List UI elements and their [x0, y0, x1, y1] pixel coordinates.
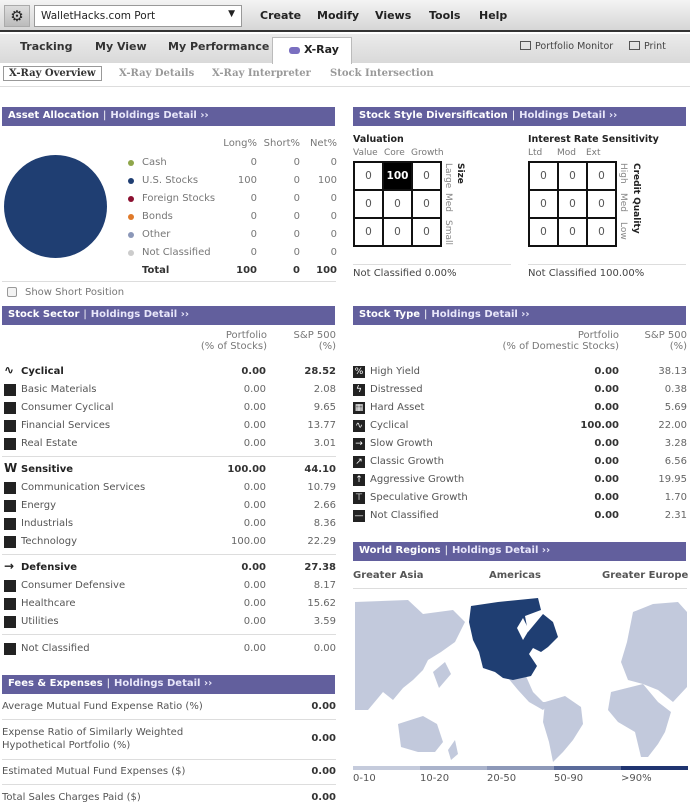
communication-services-icon	[4, 482, 16, 494]
allocation-net: 0	[330, 247, 337, 258]
industrials-icon	[4, 518, 16, 530]
sector-sp500-value: 0.00	[313, 643, 336, 654]
style-box-cell: 0	[587, 218, 616, 246]
africa-region	[608, 684, 671, 757]
sector-portfolio-value: 0.00	[243, 420, 266, 431]
monitor-icon	[520, 41, 531, 50]
sector-sp500-header: S&P 500	[293, 330, 336, 341]
type-sp500-header: S&P 500	[644, 330, 687, 341]
sector-row	[4, 560, 336, 578]
sector-label: Defensive	[21, 562, 78, 573]
type-sp500-subheader: (%)	[669, 341, 687, 352]
fees-title: Fees & Expenses	[8, 678, 103, 689]
portfolio-monitor-button[interactable]	[520, 41, 613, 52]
sector-portfolio-header: Portfolio	[225, 330, 267, 341]
asset-allocation-holdings-link[interactable]: Holdings Detail ››	[110, 110, 209, 121]
allocation-label: U.S. Stocks	[142, 175, 199, 186]
divider	[2, 456, 336, 457]
region-greater-europe[interactable]: Greater Europe	[602, 570, 689, 581]
credit-high-label: High	[618, 163, 628, 184]
speculative-growth-icon: ⊤	[353, 492, 365, 504]
stock-type-row	[353, 418, 687, 436]
sector-portfolio-subheader: (% of Stocks)	[200, 341, 267, 352]
stock-type-portfolio-value: 0.00	[594, 384, 619, 395]
not-classified-icon	[4, 643, 16, 655]
healthcare-icon	[4, 598, 16, 610]
sector-label: Financial Services	[21, 420, 111, 431]
style-box-cell: 0	[529, 218, 558, 246]
fee-label: Average Mutual Fund Expense Ratio (%)	[2, 701, 203, 712]
menu-create[interactable]: Create	[260, 9, 302, 22]
sector-sp500-value: 10.79	[307, 482, 336, 493]
sector-row	[4, 418, 336, 436]
sector-portfolio-value: 0.00	[243, 518, 266, 529]
style-box-cell: 0	[587, 162, 616, 190]
type-portfolio-subheader: (% of Domestic Stocks)	[502, 341, 619, 352]
allocation-net: 0	[330, 229, 337, 240]
sector-portfolio-value: 0.00	[243, 616, 266, 627]
print-button[interactable]	[629, 41, 666, 52]
sector-portfolio-value: 0.00	[243, 384, 266, 395]
sector-label: Real Estate	[21, 438, 78, 449]
sector-row	[4, 498, 336, 516]
allocation-label: Foreign Stocks	[142, 193, 216, 204]
legend-swatch	[554, 766, 621, 770]
stock-type-portfolio-value: 0.00	[594, 366, 619, 377]
sector-row	[4, 480, 336, 498]
allocation-long: 100	[237, 175, 257, 186]
stock-type-row	[353, 400, 687, 418]
interest-col-ltd: Ltd	[528, 148, 543, 158]
tab-my-view[interactable]: My View	[95, 40, 147, 53]
allocation-net: 0	[330, 157, 337, 168]
allocation-long: 0	[250, 211, 257, 222]
stock-type-sp500-value: 38.13	[658, 366, 687, 377]
fees-header: Fees & Expenses | Holdings Detail ››	[2, 675, 335, 694]
fee-value: 0.00	[311, 733, 336, 744]
divider	[2, 554, 336, 555]
sector-row	[4, 382, 336, 400]
stock-type-label: Distressed	[370, 384, 423, 395]
world-regions-holdings-link[interactable]: Holdings Detail ››	[451, 545, 551, 556]
show-short-position-checkbox[interactable]	[7, 287, 17, 297]
size-med-label: Med	[443, 193, 453, 213]
fee-value: 0.00	[311, 792, 336, 803]
sector-label: Industrials	[21, 518, 74, 529]
sector-portfolio-value: 0.00	[241, 562, 266, 573]
sector-row	[4, 436, 336, 454]
style-box-cell: 0	[412, 162, 441, 190]
style-diversification-holdings-link[interactable]: Holdings Detail ››	[519, 110, 618, 121]
sector-sp500-value: 3.59	[313, 616, 336, 627]
allocation-long: 0	[250, 157, 257, 168]
allocation-legend-dot-icon	[128, 232, 134, 238]
defensive-icon: →	[4, 559, 15, 573]
consumer-cyclical-icon	[4, 402, 16, 414]
sector-sp500-subheader: (%)	[318, 341, 336, 352]
region-greater-asia[interactable]: Greater Asia	[353, 570, 424, 581]
allocation-net: 0	[330, 193, 337, 204]
valuation-not-classified: Not Classified 0.00%	[353, 268, 457, 279]
credit-low-label: Low	[618, 222, 628, 240]
allocation-short: 0	[293, 157, 300, 168]
allocation-long: 0	[250, 247, 257, 258]
high-yield-icon: %	[354, 367, 364, 377]
portfolio-select-value: WalletHacks.com Port	[41, 10, 156, 22]
stock-type-row	[353, 508, 687, 526]
top-toolbar	[0, 0, 690, 32]
settings-gear-button[interactable]	[4, 5, 30, 27]
stock-type-sp500-value: 22.00	[658, 420, 687, 431]
sector-label: Energy	[21, 500, 57, 511]
hard-asset-icon: ▦	[354, 403, 364, 413]
consumer-defensive-icon	[4, 580, 16, 592]
allocation-legend-dot-icon	[128, 214, 134, 220]
stock-type-label: Aggressive Growth	[370, 474, 465, 485]
style-box-cell: 0	[354, 162, 383, 190]
sector-row	[4, 400, 336, 418]
stock-type-label: Hard Asset	[370, 402, 425, 413]
asset-allocation-pie-chart	[4, 155, 107, 258]
portfolio-select[interactable]	[34, 5, 242, 27]
stock-sector-title: Stock Sector	[8, 309, 80, 320]
stock-type-sp500-value: 6.56	[664, 456, 687, 467]
sector-row	[4, 462, 336, 480]
australia-region	[398, 716, 443, 752]
world-map	[353, 592, 687, 762]
style-box-cell: 0	[383, 190, 412, 218]
utilities-icon	[4, 616, 16, 628]
stock-type-label: Classic Growth	[370, 456, 444, 467]
stock-type-holdings-link[interactable]: Holdings Detail ››	[431, 309, 530, 320]
slow-growth-icon: →	[353, 438, 365, 450]
style-box-cell: 0	[558, 190, 587, 218]
col-net-header: Net%	[309, 138, 337, 149]
style-box-cell: 0	[587, 190, 616, 218]
aggressive-growth-icon: ↑	[353, 474, 365, 486]
fee-row	[2, 760, 336, 785]
menu-help[interactable]: Help	[479, 9, 508, 22]
fee-label: Total Sales Charges Paid ($)	[2, 792, 141, 803]
style-box-cell: 0	[354, 190, 383, 218]
fees-holdings-link[interactable]: Holdings Detail ››	[114, 678, 213, 689]
portfolio-monitor-label: Portfolio Monitor	[535, 41, 614, 52]
cyclical-icon: ∿	[353, 420, 365, 432]
sector-label: Consumer Defensive	[21, 580, 126, 591]
legend-label: 20-50	[487, 773, 517, 784]
interest-rate-style-box	[528, 161, 617, 247]
print-label: Print	[644, 41, 666, 52]
allocation-short: 0	[293, 247, 300, 258]
sector-label: Sensitive	[21, 464, 73, 475]
allocation-legend-dot-icon	[128, 178, 134, 184]
divider	[2, 281, 336, 282]
dropdown-arrow-icon: ▼	[228, 9, 235, 19]
stock-type-portfolio-value: 0.00	[594, 510, 619, 521]
style-box-cell: 0	[558, 218, 587, 246]
allocation-total-net: 100	[316, 265, 337, 276]
legend-label: >90%	[621, 773, 652, 784]
interest-rate-title: Interest Rate Sensitivity	[528, 134, 659, 145]
divider	[353, 264, 511, 265]
col-long-header: Long%	[223, 138, 257, 149]
fee-row	[2, 785, 336, 807]
sector-sp500-value: 8.36	[313, 518, 336, 529]
subnav-xray-overview[interactable]: X-Ray Overview	[3, 66, 102, 81]
tab-x-ray[interactable]	[272, 37, 352, 64]
sector-row	[4, 364, 336, 382]
allocation-label: Cash	[142, 157, 167, 168]
basic-materials-icon	[4, 384, 16, 396]
stock-sector-header: Stock Sector | Holdings Detail ››	[2, 306, 335, 325]
x-ray-icon	[289, 47, 300, 54]
menu-views[interactable]: Views	[375, 9, 412, 22]
stock-type-row	[353, 454, 687, 472]
sector-portfolio-value: 0.00	[243, 438, 266, 449]
sector-row	[4, 614, 336, 632]
stock-type-sp500-value: 19.95	[658, 474, 687, 485]
style-diversification-title: Stock Style Diversification	[359, 110, 508, 121]
show-short-position-label: Show Short Position	[25, 287, 125, 298]
allocation-net: 100	[317, 175, 337, 186]
stock-type-title: Stock Type	[359, 309, 421, 320]
sector-label: Not Classified	[21, 643, 90, 654]
nz-region	[448, 740, 458, 760]
allocation-total-long: 100	[236, 265, 257, 276]
allocation-short: 0	[293, 175, 300, 186]
sector-sp500-value: 28.52	[304, 366, 336, 377]
stock-type-row	[353, 490, 687, 508]
stock-type-row	[353, 472, 687, 490]
stock-type-label: Not Classified	[370, 510, 439, 521]
valuation-col-value: Value	[353, 148, 378, 158]
legend-swatch	[353, 766, 420, 770]
valuation-style-box	[353, 161, 442, 247]
asia-region	[355, 600, 465, 710]
divider	[2, 634, 336, 635]
sector-sp500-value: 2.08	[313, 384, 336, 395]
menu-modify[interactable]: Modify	[317, 9, 360, 22]
tab-bar	[0, 34, 690, 63]
stock-type-portfolio-value: 0.00	[594, 492, 619, 503]
stock-type-sp500-value: 2.31	[664, 510, 687, 521]
japan-region	[433, 662, 451, 688]
legend-swatch	[487, 766, 554, 770]
asset-allocation-title: Asset Allocation	[8, 110, 100, 121]
not-classified-icon: —	[354, 511, 364, 521]
stock-type-sp500-value: 1.70	[664, 492, 687, 503]
gear-icon: ⚙	[10, 7, 24, 25]
sector-sp500-value: 9.65	[313, 402, 336, 413]
world-regions-header: World Regions | Holdings Detail ››	[353, 542, 686, 561]
sector-portfolio-value: 0.00	[243, 580, 266, 591]
allocation-short: 0	[293, 211, 300, 222]
sector-portfolio-value: 0.00	[243, 402, 266, 413]
divider	[528, 264, 686, 265]
sector-portfolio-value: 0.00	[241, 366, 266, 377]
fee-row	[2, 698, 336, 720]
fee-value: 0.00	[311, 766, 336, 777]
technology-icon	[4, 536, 16, 548]
stock-sector-holdings-link[interactable]: Holdings Detail ››	[90, 309, 189, 320]
tab-my-performance[interactable]: My Performance	[168, 40, 270, 53]
sector-row	[4, 578, 336, 596]
valuation-col-core: Core	[384, 148, 405, 158]
size-small-label: Small	[443, 220, 453, 245]
sector-label: Basic Materials	[21, 384, 97, 395]
sector-row	[4, 516, 336, 534]
stock-type-row	[353, 382, 687, 400]
sector-sp500-value: 3.01	[313, 438, 336, 449]
stock-type-row	[353, 436, 687, 454]
classic-growth-icon: ↗	[353, 456, 365, 468]
sector-label: Communication Services	[21, 482, 146, 493]
style-box-cell: 0	[412, 218, 441, 246]
stock-type-label: Speculative Growth	[370, 492, 468, 503]
style-box-cell: 0	[558, 162, 587, 190]
stock-type-portfolio-value: 0.00	[594, 456, 619, 467]
sector-sp500-value: 8.17	[313, 580, 336, 591]
stock-type-sp500-value: 5.69	[664, 402, 687, 413]
sector-sp500-value: 13.77	[307, 420, 336, 431]
stock-type-label: Cyclical	[370, 420, 409, 431]
sector-portfolio-value: 0.00	[243, 500, 266, 511]
type-portfolio-header: Portfolio	[577, 330, 619, 341]
col-short-header: Short%	[263, 138, 300, 149]
allocation-legend-dot-icon	[128, 196, 134, 202]
legend-label: 50-90	[554, 773, 584, 784]
menu-tools[interactable]: Tools	[429, 9, 461, 22]
fee-value: 0.00	[311, 701, 336, 712]
tab-tracking[interactable]: Tracking	[20, 40, 73, 53]
interest-not-classified: Not Classified 100.00%	[528, 268, 645, 279]
style-box-cell: 0	[354, 218, 383, 246]
north-america-region	[469, 598, 558, 680]
cyclical-icon: ∿	[4, 363, 15, 377]
stock-type-portfolio-value: 0.00	[594, 438, 619, 449]
size-large-label: Large	[443, 163, 453, 189]
subnav-xray-interpreter[interactable]: X-Ray Interpreter	[212, 68, 311, 79]
tab-x-ray-label: X-Ray	[304, 43, 339, 56]
printer-icon	[629, 41, 640, 50]
stock-type-label: Slow Growth	[370, 438, 433, 449]
credit-med-label: Med	[618, 193, 628, 213]
stock-type-row	[353, 364, 687, 382]
allocation-total-label: Total	[142, 265, 170, 276]
asset-allocation-header: Asset Allocation | Holdings Detail ››	[2, 107, 335, 126]
sector-sp500-value: 22.29	[307, 536, 336, 547]
stock-type-sp500-value: 3.28	[664, 438, 687, 449]
stock-type-header: Stock Type | Holdings Detail ››	[353, 306, 686, 325]
sector-row	[4, 641, 336, 659]
allocation-long: 0	[250, 193, 257, 204]
style-box-cell: 100	[383, 162, 412, 190]
legend-label: 10-20	[420, 773, 450, 784]
allocation-total-short: 0	[293, 265, 300, 276]
style-box-cell: 0	[412, 190, 441, 218]
sector-label: Utilities	[21, 616, 59, 627]
legend-label: 0-10	[353, 773, 376, 784]
subnav-stock-intersection[interactable]: Stock Intersection	[330, 68, 434, 79]
credit-quality-axis-title: Credit Quality	[631, 163, 641, 234]
divider	[353, 588, 687, 589]
allocation-long: 0	[250, 229, 257, 240]
financial-services-icon	[4, 420, 16, 432]
valuation-title: Valuation	[353, 134, 404, 145]
style-box-cell: 0	[383, 218, 412, 246]
valuation-col-growth: Growth	[411, 148, 444, 158]
sector-portfolio-value: 0.00	[243, 482, 266, 493]
europe-region	[621, 602, 687, 702]
sector-sp500-value: 27.38	[304, 562, 336, 573]
style-box-cell: 0	[529, 190, 558, 218]
fee-row	[2, 720, 336, 760]
sector-label: Cyclical	[21, 366, 64, 377]
sector-portfolio-value: 100.00	[227, 464, 266, 475]
world-regions-title: World Regions	[359, 545, 441, 556]
xray-subnav	[0, 63, 690, 87]
sector-label: Healthcare	[21, 598, 76, 609]
stock-type-portfolio-value: 0.00	[594, 402, 619, 413]
sector-label: Technology	[21, 536, 78, 547]
allocation-legend-dot-icon	[128, 160, 134, 166]
size-axis-title: Size	[455, 163, 465, 184]
style-diversification-header: Stock Style Diversification | Holdings Detail ››	[353, 107, 686, 126]
region-americas[interactable]: Americas	[489, 570, 541, 581]
allocation-label: Other	[142, 229, 171, 240]
south-america-region	[543, 696, 583, 762]
fee-label: Expense Ratio of Similarly Weighted Hypothetical Portfolio (%)	[2, 727, 184, 751]
sensitive-icon: W	[4, 461, 18, 475]
sector-label: Consumer Cyclical	[21, 402, 114, 413]
style-box-cell: 0	[529, 162, 558, 190]
interest-col-mod: Mod	[557, 148, 576, 158]
allocation-label: Bonds	[142, 211, 173, 222]
energy-icon	[4, 500, 16, 512]
allocation-legend-dot-icon	[128, 250, 134, 256]
stock-type-portfolio-value: 0.00	[594, 474, 619, 485]
sector-portfolio-value: 0.00	[243, 643, 266, 654]
allocation-short: 0	[293, 193, 300, 204]
sector-sp500-value: 15.62	[307, 598, 336, 609]
allocation-net: 0	[330, 211, 337, 222]
allocation-label: Not Classified	[142, 247, 211, 258]
stock-type-portfolio-value: 100.00	[580, 420, 619, 431]
distressed-icon: ϟ	[353, 384, 365, 396]
sector-portfolio-value: 0.00	[243, 598, 266, 609]
interest-col-ext: Ext	[586, 148, 601, 158]
legend-swatch	[621, 766, 688, 770]
stock-type-label: High Yield	[370, 366, 420, 377]
sector-sp500-value: 44.10	[304, 464, 336, 475]
allocation-short: 0	[293, 229, 300, 240]
stock-type-sp500-value: 0.38	[664, 384, 687, 395]
sector-portfolio-value: 100.00	[231, 536, 266, 547]
subnav-xray-details[interactable]: X-Ray Details	[119, 68, 195, 79]
sector-sp500-value: 2.66	[313, 500, 336, 511]
sector-row	[4, 534, 336, 552]
real-estate-icon	[4, 438, 16, 450]
fee-label: Estimated Mutual Fund Expenses ($)	[2, 766, 186, 777]
sector-row	[4, 596, 336, 614]
legend-swatch	[420, 766, 487, 770]
